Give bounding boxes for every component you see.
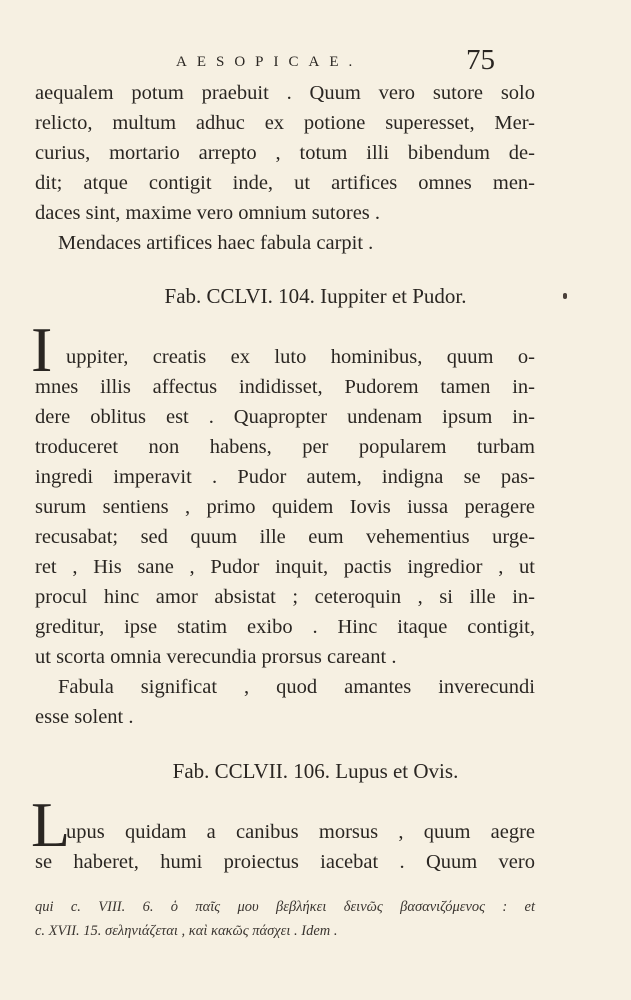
text-line: dere oblitus est . Quapropter undenam ipsum in- xyxy=(35,406,535,428)
text-line: uppiter, creatis ex luto hominibus, quum o- xyxy=(66,346,535,368)
text-line: greditur, ipse statim exibo . Hinc itaque contigit, xyxy=(35,616,535,638)
text-line: ret , His sane , Pudor inquit, pactis ingredior , ut xyxy=(35,556,535,578)
fable-title: Fab. CCLVI. 104. Iuppiter et Pudor. xyxy=(164,284,467,308)
text-line: se haberet, humi proiectus iacebat . Quum vero xyxy=(35,851,535,873)
text-line: relicto, multum adhuc ex potione superesset, Mer- xyxy=(35,112,535,134)
page-number: 75 xyxy=(466,44,495,76)
text-line: surum sentiens , primo quidem Iovis iussa peragere xyxy=(35,496,535,518)
drop-cap: I xyxy=(31,314,53,385)
fable-title: Fab. CCLVII. 106. Lupus et Ovis. xyxy=(172,759,459,783)
footnote-line: c. XVII. 15. σεληνιάζεται , καὶ κακῶς πάσχει . Idem . xyxy=(35,923,338,939)
margin-mark xyxy=(563,293,567,299)
text-line: curius, mortario arrepto , totum illi bibendum de- xyxy=(35,142,535,164)
drop-cap: L xyxy=(31,789,71,860)
text-line: dit; atque contigit inde, ut artifices omnes men- xyxy=(35,172,535,194)
moral-line: Mendaces artifices haec fabula carpit . xyxy=(58,232,374,254)
text-line: aequalem potum praebuit . Quum vero sutore solo xyxy=(35,82,535,104)
text-line: daces sint, maxime vero omnium sutores . xyxy=(35,202,381,224)
moral-line: Fabula significat , quod amantes inverecundi xyxy=(58,676,535,698)
text-line: ingredi imperavit . Pudor autem, indigna se pas- xyxy=(35,466,535,488)
moral-line: esse solent . xyxy=(35,706,134,728)
running-head: AESOPICAE. xyxy=(176,54,363,70)
text-line: mnes illis affectus indidisset, Pudorem tamen in- xyxy=(35,376,535,398)
text-line: upus quidam a canibus morsus , quum aegre xyxy=(66,821,535,843)
text-line: troduceret non habens, per popularem turbam xyxy=(35,436,535,458)
footnote-line: qui c. VIII. 6. ὁ παῖς μου βεβλήκει δεινῶς βασανιζόμενος : et xyxy=(35,899,535,915)
text-line: ut scorta omnia verecundia prorsus careant . xyxy=(35,646,397,668)
text-line: procul hinc amor absistat ; ceteroquin , si ille in- xyxy=(35,586,535,608)
text-line: recusabat; sed quum ille eum vehementius urge- xyxy=(35,526,535,548)
